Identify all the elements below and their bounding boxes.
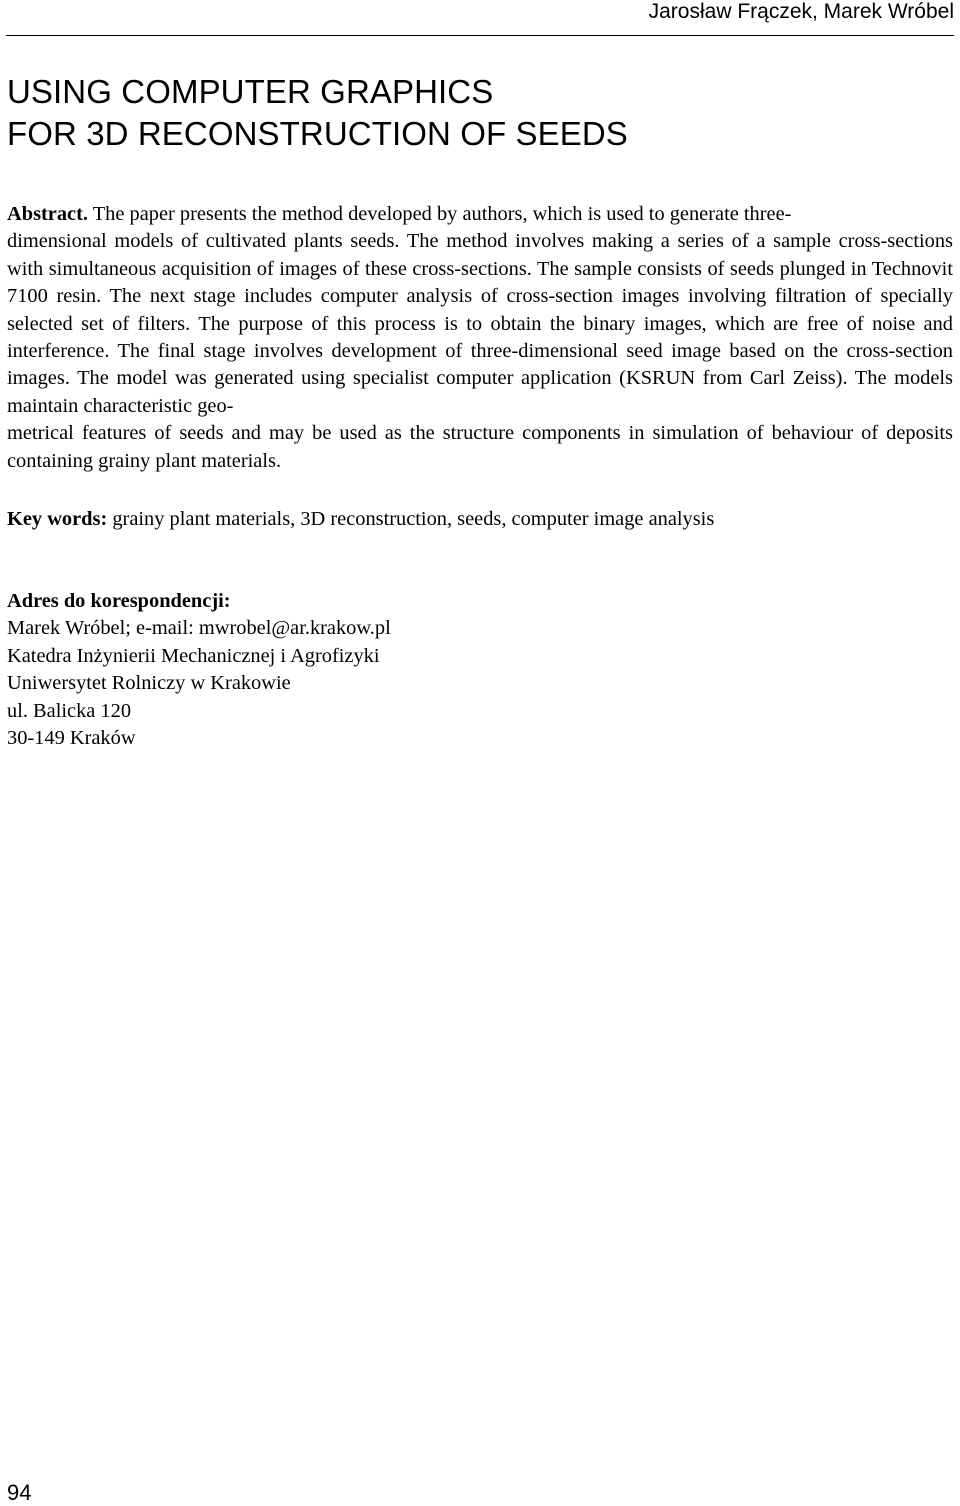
correspondence-line-city: 30-149 Kraków bbox=[7, 727, 136, 750]
abstract bbox=[7, 201, 953, 475]
correspondence-label: Adres do korespondencji: bbox=[7, 590, 231, 612]
correspondence-line-name-email: Marek Wróbel; e-mail: mwrobel@ar.krakow.pl bbox=[7, 617, 391, 640]
keywords-text: grainy plant materials, 3D reconstruction, seeds, computer image analysis bbox=[107, 508, 715, 530]
abstract-label: Abstract. bbox=[7, 203, 88, 225]
paper-title bbox=[7, 71, 628, 155]
correspondence-line-street: ul. Balicka 120 bbox=[7, 699, 132, 722]
abstract-text-part-2: dimensional models of cultivated plants seeds. The method involves making a series of a sample cross-sections with simultaneous acquisition of images of these cross-sections. The sample consists of seeds plunged in Technovit 7100 resin. The next stage includes computer analysis of cross-section images involving filtration of specially selected set of filters. The purpose of this process is to obtain the binary images, which are free of noise and interference. The final stage involves development of three-dimensional seed image based on the cross-section images. The model was generated using specialist computer application (KSRUN from Carl Zeiss). The models maintain characteristic geo- bbox=[7, 230, 953, 417]
running-head-authors: Jarosław Frączek, Marek Wróbel bbox=[648, 0, 954, 23]
header-rule bbox=[6, 35, 954, 36]
correspondence-line-department: Katedra Inżynierii Mechanicznej i Agrofizyki bbox=[7, 644, 380, 667]
page-number: 94 bbox=[7, 1480, 32, 1505]
correspondence-address bbox=[7, 588, 391, 752]
title-line-1: USING COMPUTER GRAPHICS bbox=[7, 73, 494, 110]
keywords bbox=[7, 506, 714, 533]
title-line-2: FOR 3D RECONSTRUCTION OF SEEDS bbox=[7, 115, 628, 152]
abstract-text-part-3: metrical features of seeds and may be used as the structure components in simulation of behaviour of deposits containing grainy plant materials. bbox=[7, 422, 953, 472]
correspondence-line-university: Uniwersytet Rolniczy w Krakowie bbox=[7, 672, 291, 695]
keywords-label: Key words: bbox=[7, 508, 108, 530]
abstract-text-part-1: The paper presents the method developed by authors, which is used to generate three- bbox=[87, 203, 792, 225]
